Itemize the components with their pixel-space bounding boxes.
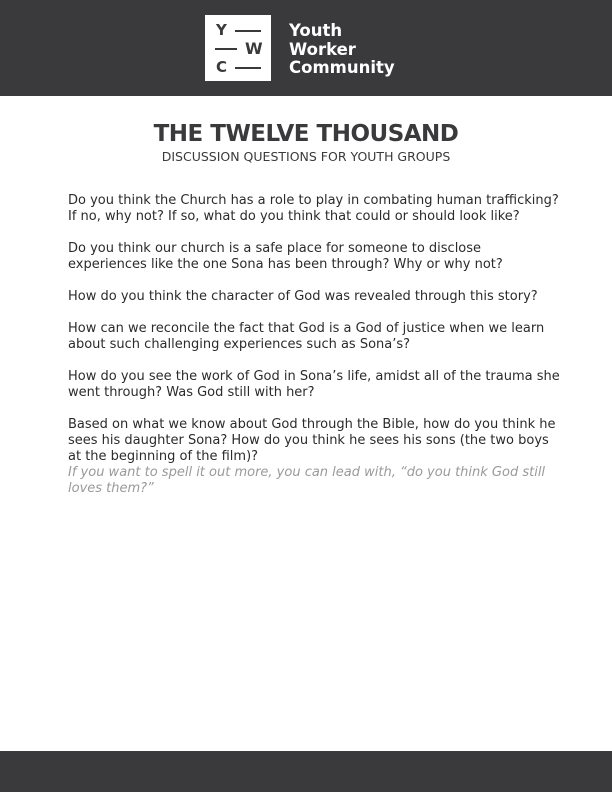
question-list: [68, 193, 560, 513]
facilitator-note: If you want to spell it out more, you can lead with, “do you think God still loves them?”: [68, 465, 546, 496]
question-text: How do you think the character of God was revealed through this story?: [68, 289, 538, 304]
question-text: Based on what we know about God through the Bible, how do you think he sees his daughter Sona? How do you think he sees his sons (the two boys at the beginning of the film)?: [68, 417, 556, 464]
question-text: How do you see the work of God in Sona’s life, amidst all of the trauma she went through? Was God still with her?: [68, 369, 560, 400]
logo-letter-c: C: [216, 58, 228, 76]
logo-line-bottom: [235, 67, 261, 69]
logo-line-top: [235, 30, 261, 32]
brand-line-2: Worker: [289, 39, 356, 59]
logo-letter-w: W: [245, 39, 263, 58]
ywc-logo: [205, 15, 271, 81]
question-item: [68, 241, 560, 273]
logo-letter-y: Y: [216, 21, 227, 39]
document-title: THE TWELVE THOUSAND: [153, 121, 459, 147]
document-subtitle: DISCUSSION QUESTIONS FOR YOUTH GROUPS: [161, 149, 451, 164]
footer-bar: [0, 751, 612, 792]
header-bar: [0, 0, 612, 96]
question-item: [68, 193, 560, 225]
brand-line-3: Community: [289, 58, 395, 77]
question-text: Do you think the Church has a role to play in combating human trafficking? If no, why not? If so, what do you think that could or should look like?: [68, 193, 559, 224]
question-item: [68, 289, 560, 305]
brand-line-1: Youth: [289, 21, 343, 40]
question-text: How can we reconcile the fact that God is a God of justice when we learn about such challenging experiences such as Sona’s?: [68, 321, 545, 352]
brand-name: [289, 22, 395, 78]
question-item: [68, 321, 560, 353]
logo-line-middle: [215, 48, 237, 50]
question-item: [68, 369, 560, 401]
question-text: Do you think our church is a safe place for someone to disclose experiences like the one Sona has been through? Why or why not?: [68, 241, 503, 272]
question-item: [68, 417, 560, 497]
